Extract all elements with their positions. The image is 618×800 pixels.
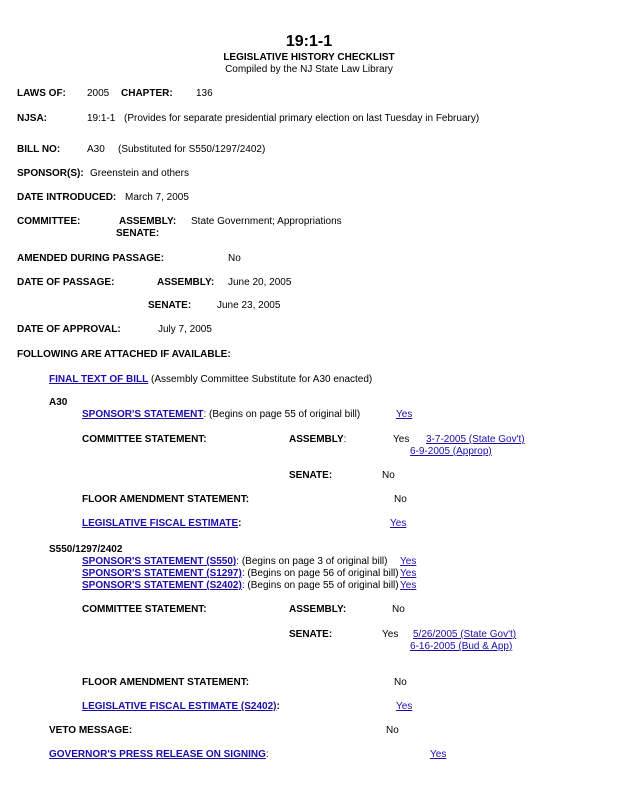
s550-label: S550/1297/2402 — [49, 544, 123, 555]
a30-sponsor-yes-link[interactable]: Yes — [396, 409, 413, 420]
s550-assembly-label: ASSEMBLY: — [289, 604, 347, 615]
committee-label: COMMITTEE: — [17, 216, 81, 227]
bill-substitution: (Substituted for S550/1297/2402) — [118, 144, 266, 155]
s2402-fiscal-estimate-link[interactable]: LEGISLATIVE FISCAL ESTIMATE (S2402) — [82, 701, 277, 712]
bill-no-value: A30 — [87, 144, 105, 155]
s1297-sponsor-yes-link[interactable]: Yes — [400, 568, 417, 579]
page-subtitle: LEGISLATIVE HISTORY CHECKLIST — [223, 52, 395, 63]
s550-sponsor1-row — [82, 556, 387, 568]
final-text-link[interactable]: FINAL TEXT OF BILL — [49, 374, 149, 385]
passage-senate-label: SENATE: — [148, 300, 192, 311]
sponsor-value: Greenstein and others — [90, 168, 189, 179]
a30-floor-label: FLOOR AMENDMENT STATEMENT: — [82, 494, 250, 505]
amended-label: AMENDED DURING PASSAGE: — [17, 253, 165, 264]
chapter-value: 136 — [196, 88, 213, 99]
date-introduced-value: March 7, 2005 — [125, 192, 189, 203]
s2402-fiscal-yes-link[interactable]: Yes — [396, 701, 413, 712]
laws-of-label: LAWS OF: — [17, 88, 66, 99]
s1297-sponsor-row — [82, 568, 399, 580]
passage-senate-value: June 23, 2005 — [217, 300, 281, 311]
final-text-row — [49, 374, 372, 386]
veto-label: VETO MESSAGE: — [49, 725, 133, 736]
a30-sponsor-desc: : (Begins on page 55 of original bill) — [203, 409, 361, 420]
a30-fiscal-colon: : — [238, 518, 242, 529]
njsa-label: NJSA: — [17, 113, 48, 124]
passage-label: DATE OF PASSAGE: — [17, 277, 115, 288]
date-introduced-label: DATE INTRODUCED: — [17, 192, 117, 203]
page-title: 19:1-1 — [285, 33, 333, 50]
s550-committee-label: COMMITTEE STATEMENT: — [82, 604, 207, 615]
veto-value: No — [386, 725, 399, 736]
committee-assembly-label: ASSEMBLY: — [119, 216, 177, 227]
attached-heading: FOLLOWING ARE ATTACHED IF AVAILABLE: — [17, 349, 231, 360]
s550-fiscal-colon: : — [276, 701, 280, 712]
laws-of-value: 2005 — [87, 88, 110, 99]
a30-senate-label: SENATE: — [289, 470, 333, 481]
njsa-value: 19:1-1 — [87, 113, 116, 124]
a30-fiscal-yes-link[interactable]: Yes — [390, 518, 407, 529]
njsa-description: (Provides for separate presidential primary election on last Tuesday in February) — [124, 113, 480, 124]
chapter-label: CHAPTER: — [121, 88, 173, 99]
a30-committee-label: COMMITTEE STATEMENT: — [82, 434, 207, 445]
passage-assembly-label: ASSEMBLY: — [157, 277, 215, 288]
s550-floor-value: No — [394, 677, 407, 688]
a30-sponsor-row — [82, 409, 360, 421]
s2402-sponsor-desc: : (Begins on page 55 of original bill) — [241, 580, 399, 591]
amended-value: No — [228, 253, 241, 264]
s550-senate-link-bud-app[interactable]: 6-16-2005 (Bud & App) — [410, 641, 513, 652]
s550-senate-label: SENATE: — [289, 629, 333, 640]
a30-assembly-row — [289, 434, 346, 446]
a30-assembly-colon: : — [343, 434, 347, 445]
s550-floor-label: FLOOR AMENDMENT STATEMENT: — [82, 677, 250, 688]
s550-sponsor-desc: : (Begins on page 3 of original bill) — [236, 556, 388, 567]
final-text-desc: (Assembly Committee Substitute for A30 enacted) — [151, 374, 373, 385]
a30-assembly-yes: Yes — [393, 434, 410, 445]
s550-sponsor-yes-link[interactable]: Yes — [400, 556, 417, 567]
s1297-sponsor-desc: : (Begins on page 56 of original bill) — [241, 568, 399, 579]
s2402-sponsor-statement-link[interactable]: SPONSOR'S STATEMENT (S2402) — [82, 580, 242, 591]
a30-senate-value: No — [382, 470, 395, 481]
a30-sponsor-statement-link[interactable]: SPONSOR'S STATEMENT — [82, 409, 204, 420]
a30-assembly-link-approp[interactable]: 6-9-2005 (Approp) — [410, 446, 492, 457]
a30-fiscal-estimate-link[interactable]: LEGISLATIVE FISCAL ESTIMATE — [82, 518, 239, 529]
press-release-link[interactable]: GOVERNOR'S PRESS RELEASE ON SIGNING — [49, 749, 266, 760]
s550-assembly-value: No — [392, 604, 405, 615]
press-release-row — [49, 749, 269, 761]
s2402-sponsor-row — [82, 580, 399, 592]
a30-floor-value: No — [394, 494, 407, 505]
passage-assembly-value: June 20, 2005 — [228, 277, 292, 288]
a30-assembly-link-state-gov[interactable]: 3-7-2005 (State Gov't) — [426, 434, 525, 445]
press-release-colon: : — [265, 749, 269, 760]
s550-fiscal-row — [82, 701, 280, 713]
a30-fiscal-row — [82, 518, 241, 530]
s1297-sponsor-statement-link[interactable]: SPONSOR'S STATEMENT (S1297) — [82, 568, 242, 579]
press-release-yes-link[interactable]: Yes — [430, 749, 447, 760]
committee-senate-label: SENATE: — [116, 228, 160, 239]
s550-senate-yes: Yes — [382, 629, 399, 640]
bill-no-label: BILL NO: — [17, 144, 61, 155]
approval-label: DATE OF APPROVAL: — [17, 324, 121, 335]
committee-assembly-value: State Government; Appropriations — [191, 216, 342, 227]
compiled-by: Compiled by the NJ State Law Library — [225, 64, 393, 75]
sponsor-label: SPONSOR(S): — [17, 168, 84, 179]
s550-senate-link-state-gov[interactable]: 5/26/2005 (State Gov't) — [413, 629, 517, 640]
a30-assembly-label: ASSEMBLY — [289, 434, 344, 445]
a30-label: A30 — [49, 397, 68, 408]
approval-value: July 7, 2005 — [158, 324, 212, 335]
s550-sponsor-statement-link[interactable]: SPONSOR'S STATEMENT (S550) — [82, 556, 237, 567]
s2402-sponsor-yes-link[interactable]: Yes — [400, 580, 417, 591]
